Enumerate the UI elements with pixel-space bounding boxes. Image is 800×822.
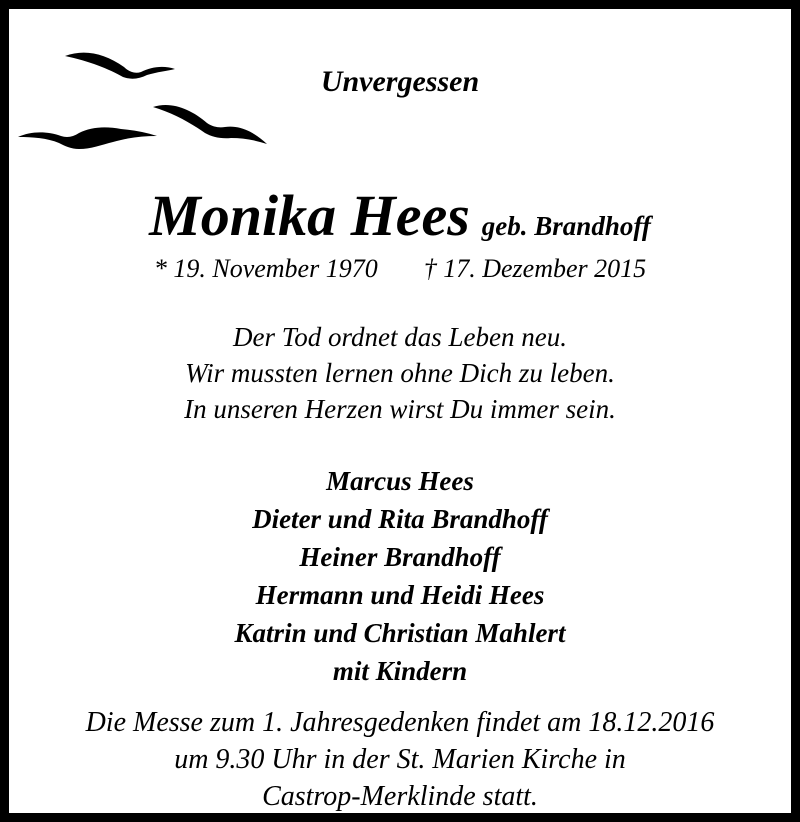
mass-notice-line: Die Messe zum 1. Jahresgedenken findet am 18.12.2016 xyxy=(85,707,715,738)
heading: Unvergessen xyxy=(320,65,480,98)
maiden-name: geb. Brandhoff xyxy=(481,211,651,241)
life-dates xyxy=(9,252,791,286)
verse-line: In unseren Herzen wirst Du immer sein. xyxy=(184,394,616,424)
mourner-name: mit Kindern xyxy=(332,656,468,686)
birth-date: * 19. November 1970 xyxy=(153,254,378,283)
mass-notice-line: Castrop-Merklinde statt. xyxy=(262,781,538,812)
verse-line: Der Tod ordnet das Leben neu. xyxy=(233,322,567,352)
mourner-name: Marcus Hees xyxy=(326,466,474,496)
mourner-name: Dieter und Rita Brandhoff xyxy=(252,504,548,534)
verse-line: Wir mussten lernen ohne Dich zu leben. xyxy=(185,358,615,388)
death-date: † 17. Dezember 2015 xyxy=(423,254,647,283)
deceased-name: Monika Hees xyxy=(149,183,470,248)
mourner-name: Hermann und Heidi Hees xyxy=(255,580,545,610)
mass-notice-line: um 9.30 Uhr in der St. Marien Kirche in xyxy=(174,744,626,775)
mourner-name: Katrin und Christian Mahlert xyxy=(234,618,566,648)
mourner-name: Heiner Brandhoff xyxy=(299,542,501,572)
